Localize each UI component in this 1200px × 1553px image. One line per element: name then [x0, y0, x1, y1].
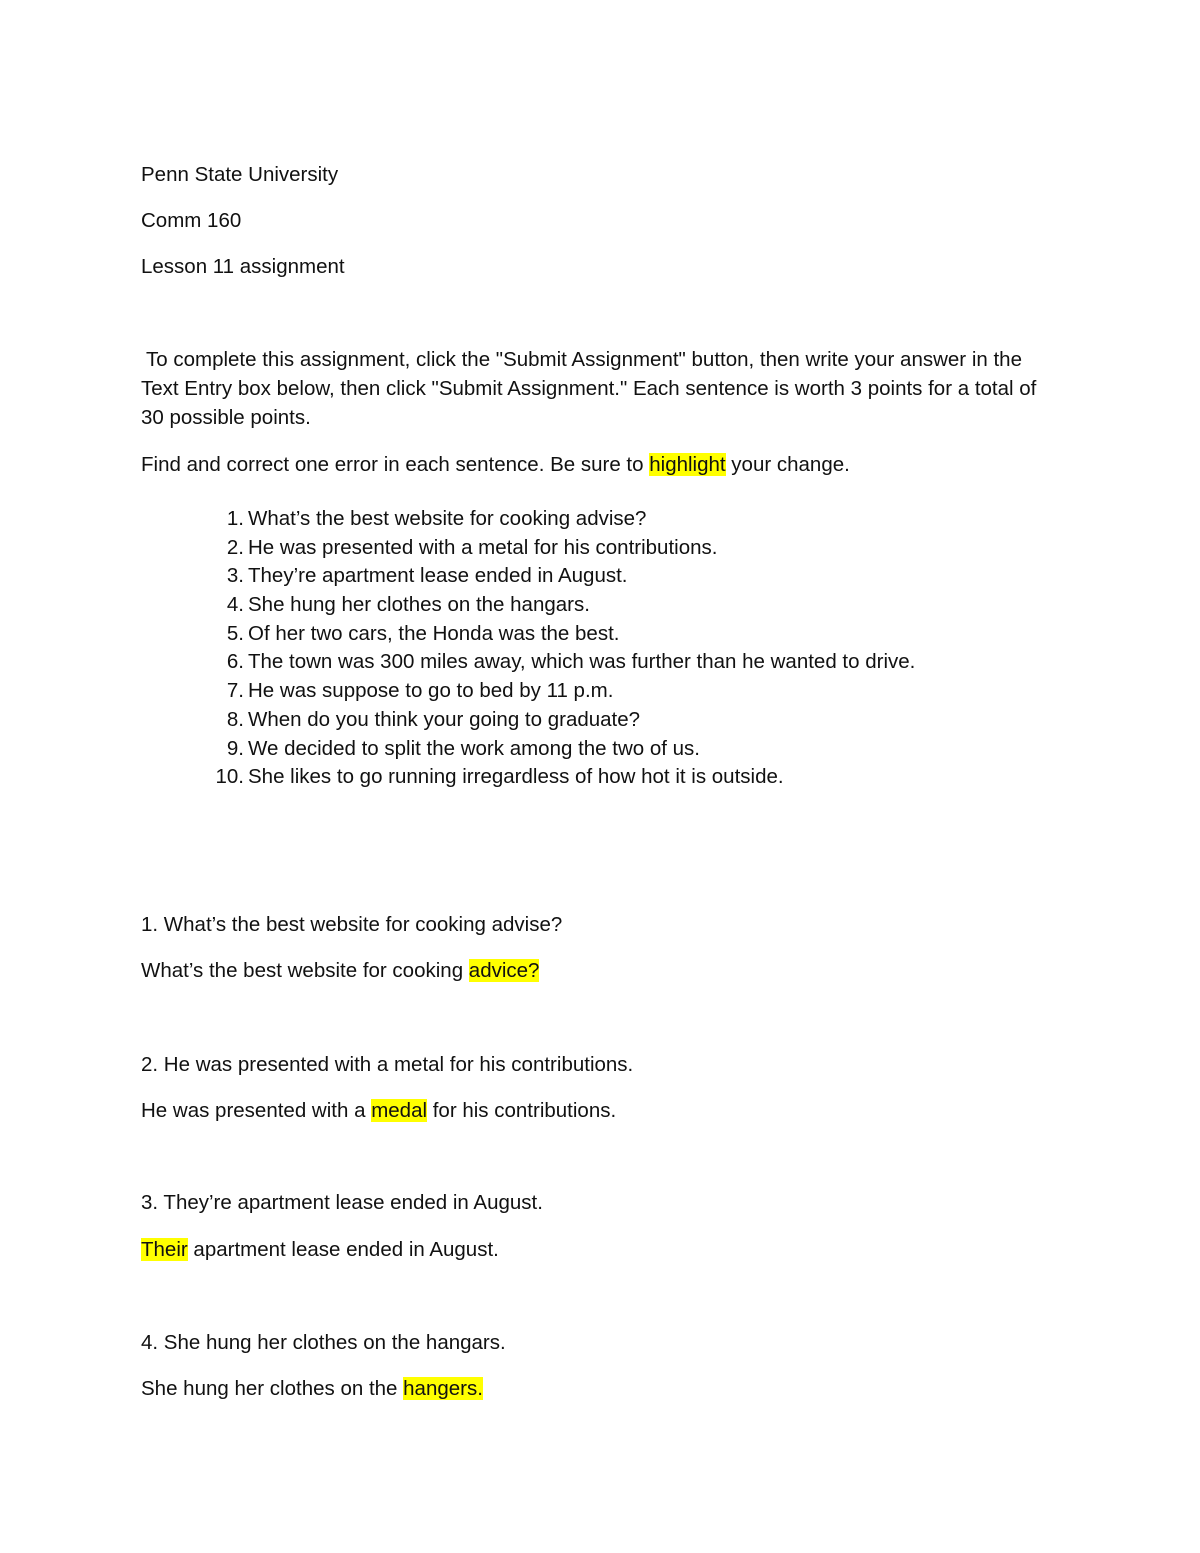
list-item — [200, 735, 915, 764]
list-number: 6. — [226, 650, 244, 674]
list-sentence: The town was 300 miles away, which was further than he wanted to drive. — [248, 650, 916, 674]
list-number: 4. — [226, 593, 244, 617]
task-instruction-highlight: highlight — [649, 453, 726, 476]
list-sentence: She likes to go running irregardless of how hot it is outside. — [248, 765, 784, 789]
list-item — [200, 620, 915, 649]
answer-question-1: 1. What’s the best website for cooking advise? — [141, 913, 563, 936]
list-number: 8. — [226, 707, 244, 731]
task-instruction-before: Find and correct one error in each sentence. Be sure to — [141, 453, 650, 476]
answer-text-before: He was presented with a — [141, 1099, 372, 1122]
list-item — [200, 534, 915, 563]
list-sentence: When do you think your going to graduate? — [248, 707, 641, 731]
answer-text-before: What’s the best website for cooking — [141, 959, 469, 982]
answer-corrected-2 — [141, 1096, 616, 1125]
list-number: 9. — [226, 736, 244, 760]
list-item — [200, 562, 915, 591]
list-number: 5. — [226, 621, 244, 645]
list-sentence: She hung her clothes on the hangars. — [248, 593, 590, 617]
sentence-list — [200, 505, 915, 792]
list-sentence: He was presented with a metal for his contributions. — [248, 535, 718, 559]
list-item — [200, 591, 915, 620]
instructions-paragraph: To complete this assignment, click the "Submit Assignment" button, then write your answer in the Text Entry box below, then click "Submit Assignment." Each sentence is worth 3 points for a total of 30 possible points. — [141, 348, 1037, 429]
task-instruction — [141, 450, 850, 479]
answer-text-before: She hung her clothes on the — [141, 1377, 404, 1400]
lesson-title: Lesson 11 assignment — [141, 255, 345, 278]
list-item — [200, 706, 915, 735]
answer-text-after: apartment lease ended in August. — [187, 1238, 499, 1261]
task-instruction-after: your change. — [725, 453, 850, 476]
answer-highlight: Their — [141, 1238, 188, 1261]
list-item — [200, 505, 915, 534]
answer-corrected-4 — [141, 1374, 483, 1403]
list-sentence: Of her two cars, the Honda was the best. — [248, 621, 620, 645]
list-number: 3. — [226, 564, 244, 588]
list-item — [200, 763, 915, 792]
university-name: Penn State University — [141, 163, 339, 186]
list-item — [200, 648, 915, 677]
list-item — [200, 677, 915, 706]
answer-highlight: hangers. — [403, 1377, 483, 1400]
answer-highlight: medal — [371, 1099, 428, 1122]
answer-question-2: 2. He was presented with a metal for his contributions. — [141, 1053, 634, 1076]
course-name: Comm 160 — [141, 209, 242, 232]
list-sentence: What’s the best website for cooking advise? — [248, 507, 647, 530]
list-number: 7. — [226, 679, 244, 703]
list-sentence: He was suppose to go to bed by 11 p.m. — [248, 679, 614, 703]
list-number: 1. — [226, 507, 244, 530]
answer-question-4: 4. She hung her clothes on the hangars. — [141, 1331, 506, 1354]
answer-question-3: 3. They’re apartment lease ended in August. — [141, 1191, 543, 1214]
list-number: 2. — [226, 535, 244, 559]
answer-corrected-1 — [141, 956, 539, 985]
answer-text-after: for his contributions. — [427, 1099, 617, 1122]
answer-corrected-3 — [141, 1235, 499, 1264]
list-sentence: They’re apartment lease ended in August. — [248, 564, 628, 588]
answer-highlight: advice? — [468, 959, 540, 982]
list-number: 10. — [215, 765, 244, 789]
list-sentence: We decided to split the work among the two of us. — [248, 736, 701, 760]
